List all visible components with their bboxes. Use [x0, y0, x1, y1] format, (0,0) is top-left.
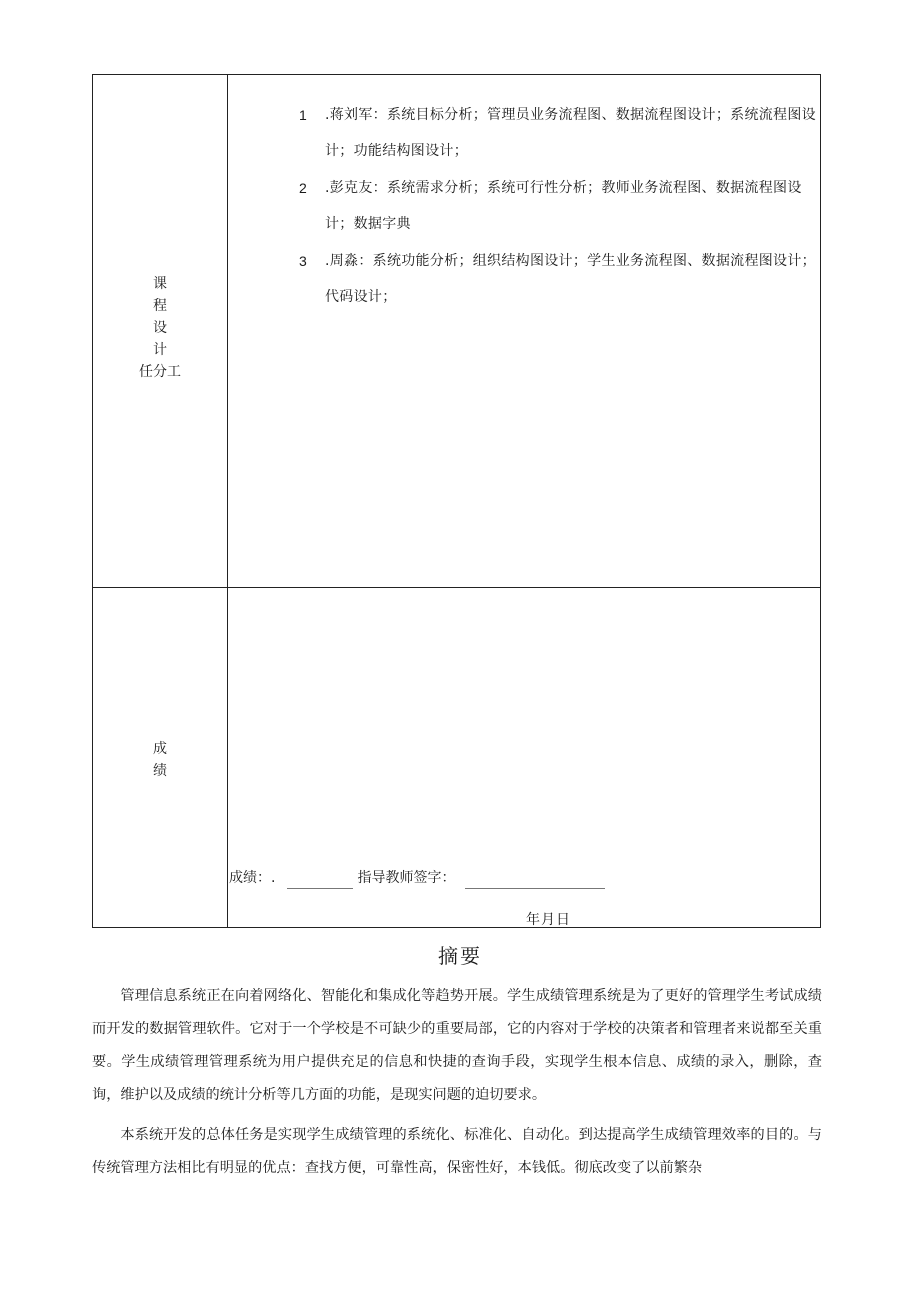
label-char: 程: [153, 298, 167, 314]
label-char: 成: [153, 741, 167, 757]
task-item-3: [299, 243, 819, 315]
advisor-signature-label: 指导教师签字：: [357, 870, 456, 886]
task-division-label: [93, 273, 227, 383]
task-number: 2: [299, 180, 307, 196]
date-label: 年月日: [526, 912, 571, 928]
abstract-paragraph-2: 本系统开发的总体任务是实现学生成绩管理的系统化、标准化、自动化。到达提高学生成绩管理效率的目的。与传统管理方法相比有明显的优点：查找方便，可靠性高，保密性好，本钱低。彻底改变了以前繁杂: [92, 1127, 822, 1176]
task-item-2: [299, 170, 819, 242]
task-item-1: [299, 97, 819, 169]
task-text: .彭克友：系统需求分析；系统可行性分析；教师业务流程图、数据流程图设计；数据字典: [325, 180, 802, 232]
task-number: 1: [299, 107, 307, 123]
task-number: 3: [299, 253, 307, 269]
abstract-title: 摘要: [438, 944, 482, 968]
table-row-divider: [93, 587, 820, 588]
label-char: 任分工: [139, 364, 181, 380]
abstract-body: [92, 980, 822, 1185]
label-char: 计: [153, 342, 167, 358]
grade-prefix: 成绩：.: [229, 870, 276, 886]
advisor-signature-blank[interactable]: [465, 872, 605, 889]
table-column-divider: [227, 75, 228, 927]
score-label: [93, 738, 227, 782]
abstract-paragraph-1: 管理信息系统正在向着网络化、智能化和集成化等趋势开展。学生成绩管理系统是为了更好的管理学生考试成绩而开发的数据管理软件。它对于一个学校是不可缺少的重要局部，它的内容对于学校的决策者和管理者来说都至关重要。学生成绩管理管理系统为用户提供充足的信息和快捷的查询手段，实现学生根本信息、成绩的录入，删除，查询，维护以及成绩的统计分析等几方面的功能，是现实问题的迫切要求。: [92, 988, 822, 1103]
label-char: 绩: [153, 763, 167, 779]
label-char: 课: [153, 276, 167, 292]
grade-signature-line: [229, 867, 605, 889]
label-char: 设: [153, 320, 167, 336]
assignment-table: [92, 74, 821, 928]
task-text: .周淼：系统功能分析；组织结构图设计；学生业务流程图、数据流程图设计；代码设计；: [325, 253, 816, 305]
grade-blank[interactable]: [287, 872, 353, 889]
task-text: .蒋刘军：系统目标分析；管理员业务流程图、数据流程图设计；系统流程图设计；功能结构图设计；: [325, 107, 816, 159]
